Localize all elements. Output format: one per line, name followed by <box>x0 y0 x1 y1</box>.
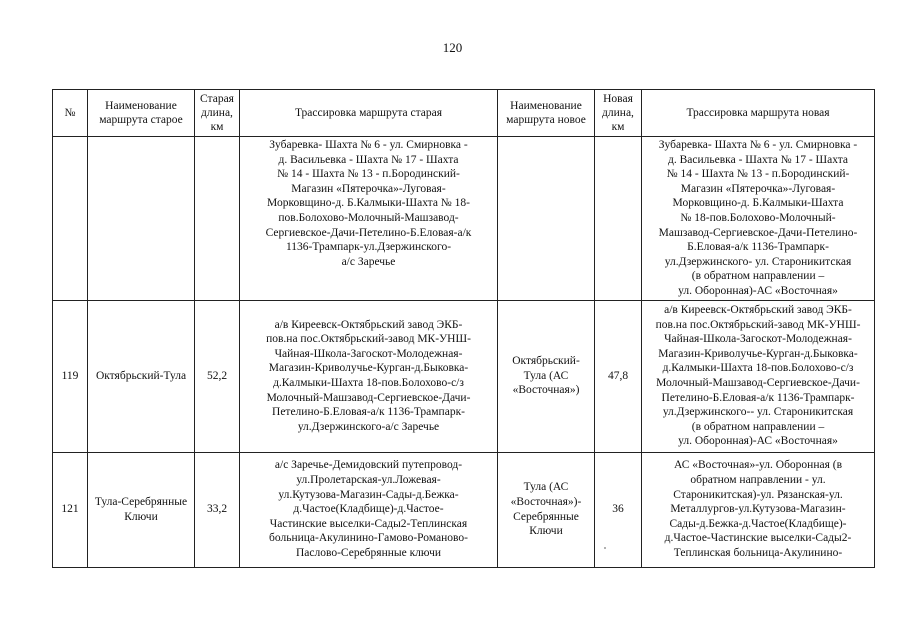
old-route-name <box>88 137 195 301</box>
trace-line: ул. Оборонная)-АС «Восточная» <box>678 284 838 297</box>
trace-line: АС «Восточная»-ул. Оборонная (в <box>673 459 843 472</box>
trace-line: (в обратном направлении – <box>691 420 825 433</box>
trace-line: ул. Оборонная)-АС «Восточная» <box>678 435 838 448</box>
new-route-length: 36 <box>595 452 642 567</box>
trace-line: Молочный-Машзавод-Сергиевское-Дачи- <box>266 391 471 404</box>
trace-line: д. Васильевка - Шахта № 17 - Шахта <box>278 153 459 166</box>
new-route-trace <box>642 452 875 567</box>
trace-line: ул.Дзержинского- ул. Староникитская <box>664 255 852 268</box>
trace-line: ул.Пролетарская-ул.Ложевая- <box>296 474 441 487</box>
trace-line: Магазин-Криволучье-Курган-д.Быковка- <box>268 362 469 375</box>
header-new-length: Новая длина, км <box>595 90 642 137</box>
new-route-name <box>498 137 595 301</box>
trace-line: д.Калмыки-Шахта 18-пов.Болохово-с/з <box>273 377 464 390</box>
trace-line: № 14 - Шахта № 13 - п.Бородинский- <box>666 168 850 181</box>
header-old-length: Старая длина, км <box>195 90 240 137</box>
trace-line: д. Васильевка - Шахта № 17 - Шахта <box>668 153 848 166</box>
old-route-trace <box>240 137 498 301</box>
trace-line: 1136-Трампарк-ул.Дзержинского- <box>285 241 452 254</box>
trace-line: а/с Заречье-Демидовский путепровод- <box>274 459 463 472</box>
trace-line: Чайная-Школа-Загоскот-Молодежная- <box>274 347 463 360</box>
trace-line: Чайная-Школа-Загоскот-Молодежная- <box>664 333 852 346</box>
trace-line: ул.Дзержинского-- ул. Староникитская <box>662 406 854 419</box>
trace-line: Б.Еловая-а/к 1136-Трампарк- <box>687 241 829 254</box>
trace-line: а/в Киреевск-Октябрьский завод ЭКБ- <box>274 318 463 331</box>
header-row <box>53 90 875 137</box>
old-route-length <box>195 137 240 301</box>
scan-speck <box>604 547 606 549</box>
trace-line: ул.Дзержинского-а/с Заречье <box>297 420 440 433</box>
trace-line: Староникитская)-ул. Рязанская-ул. <box>673 488 843 501</box>
page-number: 120 <box>442 40 463 55</box>
old-route-length: 33,2 <box>195 452 240 567</box>
trace-line: Теплинская больница-Акулинино- <box>673 547 843 560</box>
routes-table <box>52 89 875 568</box>
header-old-name: Наименование маршрута старое <box>88 90 195 137</box>
trace-line: а/с Заречье <box>341 255 396 268</box>
trace-line: Магазин «Пятерочка»-Луговая- <box>291 182 446 195</box>
header-new-name: Наименование маршрута новое <box>498 90 595 137</box>
new-route-name: Тула (АС «Восточная»)-Серебрянные Ключи <box>498 452 595 567</box>
new-route-trace <box>642 137 875 301</box>
trace-line: Морковщино-д. Б.Калмыки-Шахта <box>672 197 844 210</box>
trace-line: Зубаревка- Шахта № 6 - ул. Смирновка - <box>269 139 468 151</box>
old-route-name: Октябрьский-Тула <box>88 300 195 452</box>
trace-line: Зубаревка- Шахта № 6 - ул. Смирновка - <box>658 139 858 151</box>
trace-line: пов.Болохово-Молочный-Машзавод- <box>278 211 459 224</box>
trace-line: Частинские выселки-Сады2-Теплинская <box>269 517 468 530</box>
trace-line: Сергиевское-Дачи-Петелино-Б.Еловая-а/к <box>265 226 472 239</box>
old-route-length: 52,2 <box>195 300 240 452</box>
trace-line: д.Частое(Кладбище)-д.Частое- <box>293 503 444 516</box>
row-num: 119 <box>53 300 88 452</box>
table-row <box>53 452 875 567</box>
trace-line: пов.на пос.Октябрьский-завод МК-УНШ- <box>266 333 471 346</box>
trace-line: пов.на пос.Октябрьский-завод МК-УНШ- <box>655 318 861 331</box>
trace-line: № 14 - Шахта № 13 - п.Бородинский- <box>277 168 460 181</box>
trace-line: Паслово-Серебрянные ключи <box>295 547 442 560</box>
trace-line: Магазин-Криволучье-Курган-д.Быковка- <box>658 347 858 360</box>
trace-line: Молочный-Машзавод-Сергиевское-Дачи- <box>656 377 860 390</box>
trace-line: Металлургов-ул.Кутузова-Магазин- <box>670 503 846 516</box>
trace-line: Петелино-Б.Еловая-а/к 1136-Трампарк- <box>272 406 465 419</box>
old-route-trace <box>240 300 498 452</box>
new-route-length: 47,8 <box>595 300 642 452</box>
trace-line: № 18-пов.Болохово-Молочный- <box>680 211 836 224</box>
table-row <box>53 300 875 452</box>
row-num <box>53 137 88 301</box>
trace-line: Машзавод-Сергиевское-Дачи-Петелино- <box>658 226 858 239</box>
trace-line: д.Калмыки-Шахта 18-пов.Болохово-с/з <box>662 362 854 375</box>
trace-line: больница-Акулинино-Гамово-Романово- <box>269 532 468 545</box>
trace-line: ул.Кутузова-Магазин-Сады-д.Бежка- <box>278 488 459 501</box>
table-row <box>53 137 875 301</box>
trace-line: Морковщино-д. Б.Калмыки-Шахта № 18- <box>267 197 470 210</box>
trace-line: Магазин «Пятерочка»-Луговая- <box>680 182 836 195</box>
trace-line: обратном направлении - ул. <box>690 474 826 487</box>
header-new-trace: Трассировка маршрута новая <box>642 90 875 137</box>
old-route-trace <box>240 452 498 567</box>
trace-line: а/в Киреевск-Октябрьский завод ЭКБ- <box>664 304 852 317</box>
header-old-trace: Трассировка маршрута старая <box>240 90 498 137</box>
trace-line: (в обратном направлении – <box>691 270 825 283</box>
new-route-length <box>595 137 642 301</box>
trace-line: д.Частое-Частинские выселки-Сады2- <box>664 532 852 545</box>
new-route-trace <box>642 300 875 452</box>
new-route-name: Октябрьский-Тула (АС «Восточная») <box>498 300 595 452</box>
old-route-name: Тула-Серебрянные Ключи <box>88 452 195 567</box>
row-num: 121 <box>53 452 88 567</box>
header-num: № <box>53 90 88 137</box>
trace-line: Сады-д.Бежка-д.Частое(Кладбище)- <box>669 517 847 530</box>
trace-line: Петелино-Б.Еловая-а/к 1136-Трампарк- <box>661 391 855 404</box>
